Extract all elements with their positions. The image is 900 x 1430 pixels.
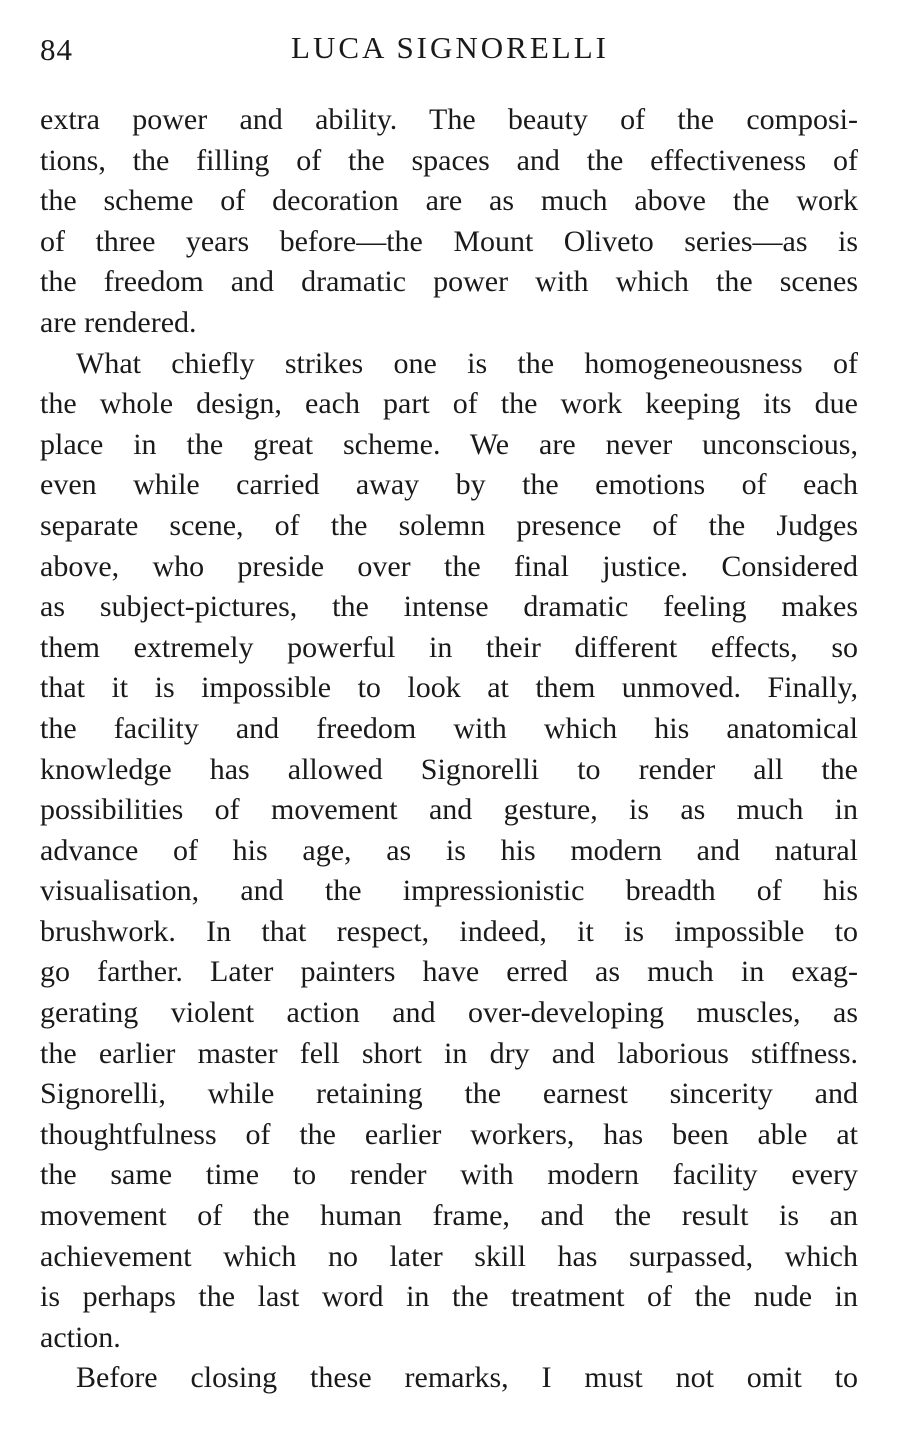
text-line: the whole design, each part of the work keeping its due	[40, 387, 858, 421]
text-line: above, who preside over the final justice. Considered	[40, 549, 858, 583]
text-line: go farther. Later painters have erred as much in exag-	[40, 955, 858, 989]
text-line: place in the great scheme. We are never unconscious,	[40, 427, 858, 461]
text-line: even while carried away by the emotions of each	[40, 468, 858, 502]
text-line: the earlier master fell short in dry and laborious stiffness.	[40, 1036, 858, 1070]
text-line: Signorelli, while retaining the earnest sincerity and	[40, 1077, 858, 1111]
paragraph	[40, 100, 858, 344]
text-line: movement of the human frame, and the result is an	[40, 1199, 858, 1233]
text-line: is perhaps the last word in the treatment of the nude in	[40, 1280, 858, 1314]
text-line: the scheme of decoration are as much above the work	[40, 184, 858, 218]
text-line: extra power and ability. The beauty of the composi-	[40, 103, 858, 136]
text-line: knowledge has allowed Signorelli to render all the	[40, 752, 858, 786]
text-line: What chiefly strikes one is the homogeneousness of	[76, 346, 858, 380]
running-title: LUCA SIGNORELLI	[291, 30, 609, 65]
text-line: that it is impossible to look at them unmoved. Finally,	[40, 671, 858, 705]
text-line: Before closing these remarks, I must not omit to	[76, 1361, 858, 1395]
text-line: visualisation, and the impressionistic breadth of his	[40, 874, 858, 908]
text-line: gerating violent action and over-developing muscles, as	[40, 996, 858, 1030]
text-line: thoughtfulness of the earlier workers, has been able at	[40, 1117, 858, 1151]
text-line: achievement which no later skill has surpassed, which	[40, 1239, 858, 1273]
text-line: the same time to render with modern facility every	[40, 1158, 858, 1192]
text-line: them extremely powerful in their different effects, so	[40, 630, 858, 664]
text-line: the facility and freedom with which his anatomical	[40, 711, 858, 745]
text-line: action.	[40, 1320, 121, 1354]
text-line: the freedom and dramatic power with which the scenes	[40, 265, 858, 299]
paragraph	[40, 1358, 858, 1399]
text-line: as subject-pictures, the intense dramatic feeling makes	[40, 590, 858, 624]
text-line: tions, the filling of the spaces and the effectiveness of	[40, 143, 858, 177]
page-number: 84	[40, 32, 73, 67]
text-line: separate scene, of the solemn presence of the Judges	[40, 508, 858, 542]
body-text	[40, 100, 858, 1399]
paragraph	[40, 344, 858, 1359]
page-header	[40, 30, 860, 78]
text-line: possibilities of movement and gesture, is as much in	[40, 793, 858, 827]
text-line: advance of his age, as is his modern and natural	[40, 833, 858, 867]
text-line: brushwork. In that respect, indeed, it is impossible to	[40, 914, 858, 948]
text-line: are rendered.	[40, 305, 197, 339]
text-line: of three years before—the Mount Oliveto series—as is	[40, 224, 858, 258]
